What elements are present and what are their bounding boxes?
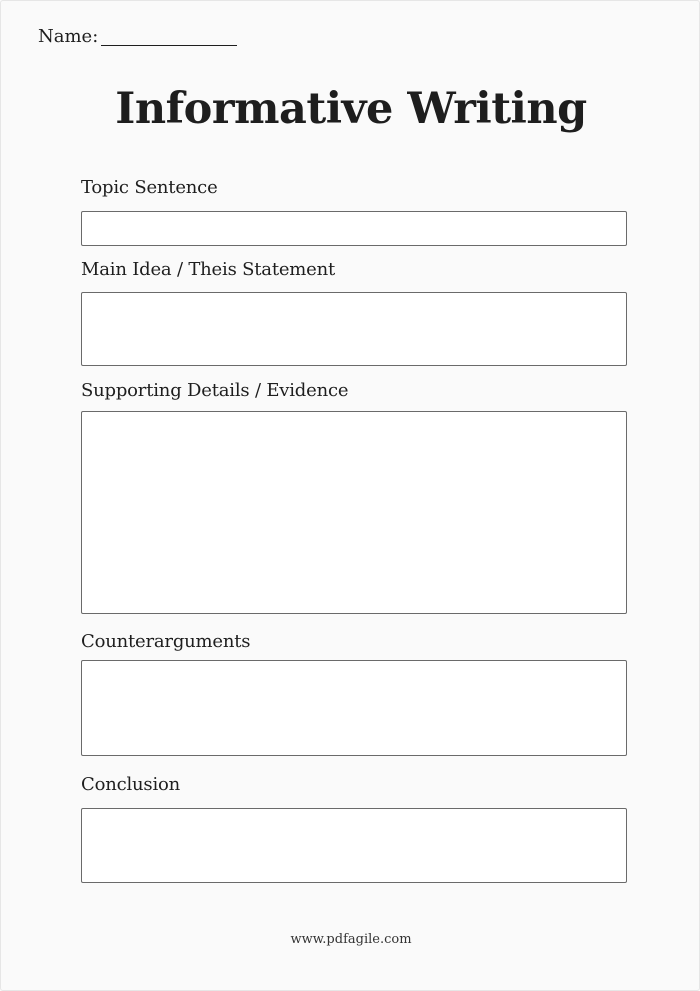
- footer-website: www.pdfagile.com: [290, 932, 412, 947]
- supporting-details-label: Supporting Details / Evidence: [81, 380, 349, 401]
- name-input-line[interactable]: [101, 45, 237, 46]
- topic-sentence-box[interactable]: [81, 211, 627, 246]
- page-title: Informative Writing: [115, 84, 587, 134]
- main-idea-box[interactable]: [81, 292, 627, 366]
- conclusion-label: Conclusion: [81, 774, 181, 795]
- main-idea-label: Main Idea / Theis Statement: [81, 259, 336, 280]
- supporting-details-box[interactable]: [81, 411, 627, 614]
- conclusion-box[interactable]: [81, 808, 627, 883]
- topic-sentence-label: Topic Sentence: [81, 177, 218, 198]
- counterarguments-box[interactable]: [81, 660, 627, 756]
- name-label: Name:: [38, 26, 99, 47]
- counterarguments-label: Counterarguments: [81, 631, 251, 652]
